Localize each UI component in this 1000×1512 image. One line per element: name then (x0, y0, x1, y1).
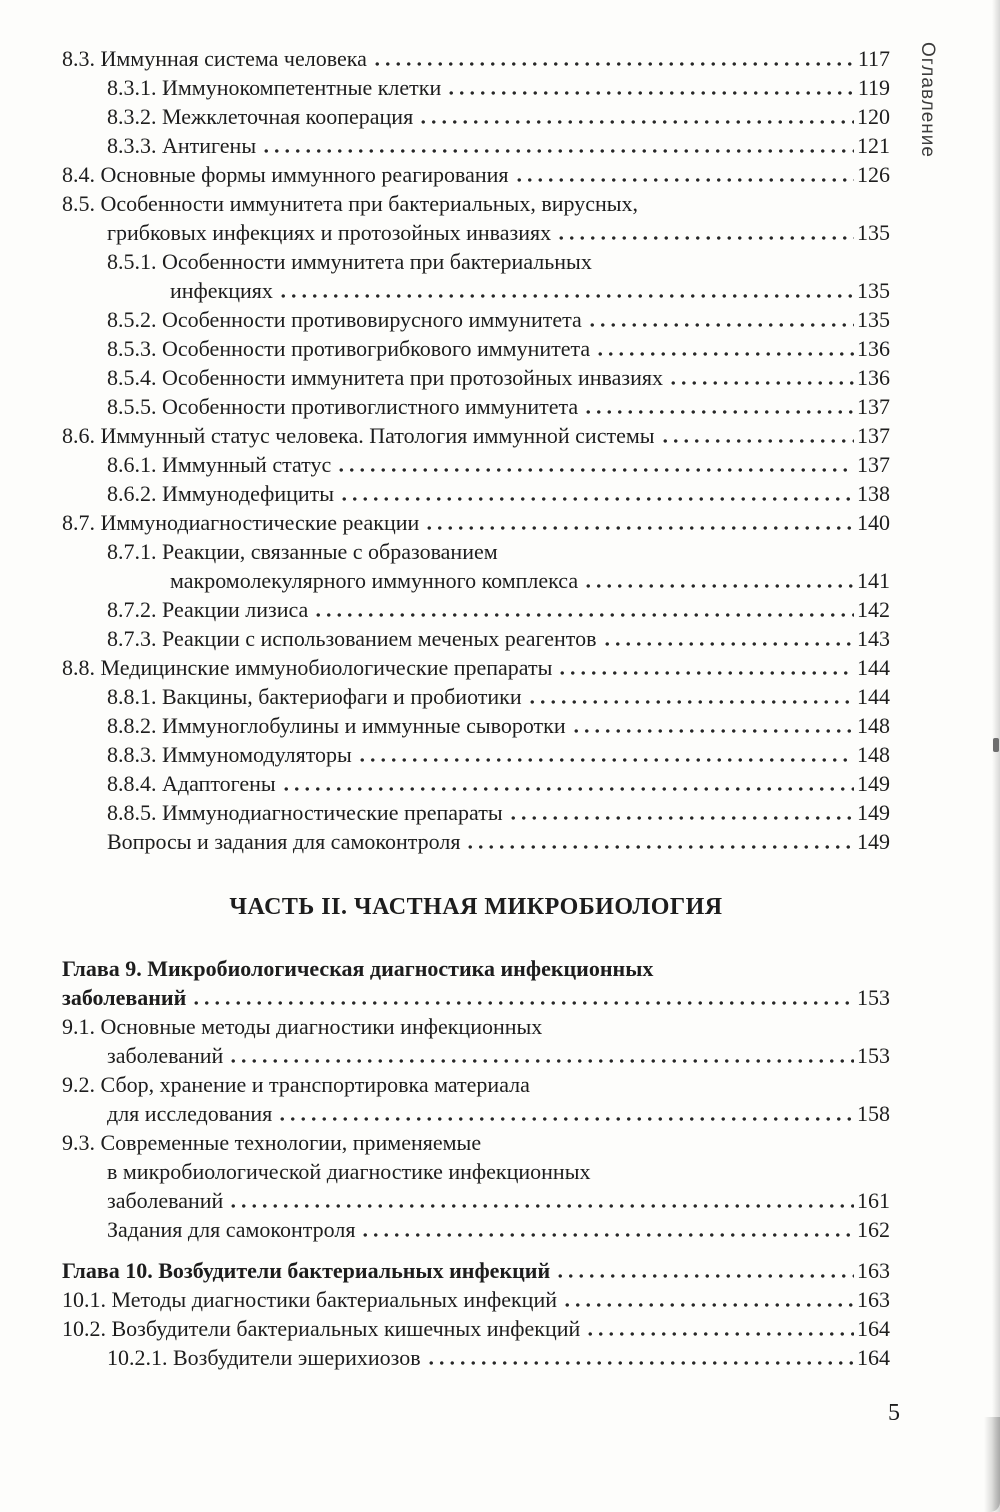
toc-page-number: 137 (857, 452, 890, 477)
toc-page-number: 142 (857, 597, 890, 622)
toc-page-number: 137 (857, 394, 890, 419)
toc-line (107, 827, 890, 856)
toc-entry-text: 8.3.1. Иммунокомпетентные клетки (107, 75, 442, 100)
toc-line (62, 160, 890, 189)
toc-entry-text: 8.8.1. Вакцины, бактериофаги и пробиотики (107, 684, 522, 709)
toc-entry-text: 9.1. Основные методы диагностики инфекционных (62, 1014, 543, 1039)
leader-dots (583, 566, 854, 595)
toc-entry-text: макромолекулярного иммунного комплекса (170, 568, 579, 593)
toc-line (62, 1070, 890, 1099)
toc-line (62, 1012, 890, 1041)
toc-page-number: 135 (857, 278, 890, 303)
toc-page-number: 138 (857, 481, 890, 506)
toc-page-number: 149 (857, 829, 890, 854)
toc-page-number: 140 (857, 510, 890, 535)
toc-line (107, 769, 890, 798)
toc-entry-text: 10.2. Возбудители бактериальных кишечных инфекций (62, 1316, 581, 1341)
toc-entry-text: 8.8.2. Иммуноглобулины и иммунные сыворотки (107, 713, 566, 738)
leader-dots (261, 131, 854, 160)
part-heading: ЧАСТЬ II. ЧАСТНАЯ МИКРОБИОЛОГИЯ (229, 894, 723, 920)
toc-entry-text: 8.7.3. Реакции с использованием меченых реагентов (107, 626, 597, 651)
toc-line (62, 1256, 890, 1285)
toc-line (107, 798, 890, 827)
leader-dots (339, 479, 854, 508)
toc-line (62, 44, 890, 73)
toc-entry-text: 10.1. Методы диагностики бактериальных инфекций (62, 1287, 557, 1312)
toc-entry-text: 9.3. Современные технологии, применяемые (62, 1130, 482, 1155)
toc-line (107, 624, 890, 653)
leader-dots (508, 798, 854, 827)
toc-line (62, 421, 890, 450)
toc-line (107, 479, 890, 508)
toc-page-number: 164 (857, 1316, 890, 1341)
leader-dots (514, 160, 854, 189)
leader-dots (426, 1343, 854, 1372)
leader-dots (360, 1215, 854, 1244)
leader-dots (357, 740, 854, 769)
toc-page-number: 153 (857, 985, 890, 1010)
toc-line (107, 334, 890, 363)
toc-entry-text: 8.6.2. Иммунодефициты (107, 481, 335, 506)
toc-page-number: 149 (857, 771, 890, 796)
toc-page-number: 136 (857, 365, 890, 390)
toc-line (62, 508, 890, 537)
toc-entry-text: 8.3.3. Антигены (107, 133, 257, 158)
toc-page-number: 162 (857, 1217, 890, 1242)
toc-line (107, 740, 890, 769)
toc-page-number: 135 (857, 307, 890, 332)
toc-entry-text: 8.5.2. Особенности противовирусного иммунитета (107, 307, 582, 332)
toc-page-number: 135 (857, 220, 890, 245)
toc-line (170, 276, 890, 305)
leader-dots (228, 1041, 854, 1070)
toc-entry-text: заболеваний (62, 985, 187, 1010)
toc-line (107, 1099, 890, 1128)
toc-entry-text: 8.5.3. Особенности противогрибкового иммунитета (107, 336, 591, 361)
toc-entry-text: для исследования (107, 1101, 273, 1126)
toc-page-number: 148 (857, 713, 890, 738)
leader-dots (602, 624, 854, 653)
leader-dots (583, 392, 854, 421)
toc-line (107, 102, 890, 131)
leader-dots (336, 450, 854, 479)
toc-line (107, 682, 890, 711)
toc-page-number: 158 (857, 1101, 890, 1126)
toc-entry-text: Задания для самоконтроля (107, 1217, 356, 1242)
toc-entry-text: Глава 10. Возбудители бактериальных инфекций (62, 1258, 551, 1283)
toc-page-number: 149 (857, 800, 890, 825)
toc-line (107, 218, 890, 247)
toc-line (62, 1285, 890, 1314)
toc-entry-text: 8.3. Иммунная система человека (62, 46, 367, 71)
toc-page-number: 143 (857, 626, 890, 651)
toc-line (107, 711, 890, 740)
leader-dots (228, 1186, 854, 1215)
toc-entry-text: заболеваний (107, 1043, 224, 1068)
toc-entry-text: инфекциях (170, 278, 273, 303)
toc-entry-text: 8.3.2. Межклеточная кооперация (107, 104, 414, 129)
toc-page-number: 163 (857, 1287, 890, 1312)
leader-dots (557, 653, 854, 682)
leader-dots (446, 73, 855, 102)
leader-dots (465, 827, 854, 856)
toc-page-number: 136 (857, 336, 890, 361)
leader-dots (424, 508, 854, 537)
toc-line (107, 392, 890, 421)
toc-line (62, 1314, 890, 1343)
toc-entry-text: Глава 9. Микробиологическая диагностика инфекционных (62, 956, 654, 981)
toc-line (107, 305, 890, 334)
toc-entry-text: 8.8.4. Адаптогены (107, 771, 276, 796)
toc-line (62, 983, 890, 1012)
toc-entry-text: Вопросы и задания для самоконтроля (107, 829, 461, 854)
toc-page-number: 117 (857, 46, 890, 71)
toc-line (107, 73, 890, 102)
leader-dots (278, 276, 854, 305)
toc-entry-text: 8.7.2. Реакции лизиса (107, 597, 309, 622)
leader-dots (418, 102, 854, 131)
toc-line (107, 363, 890, 392)
leader-dots (595, 334, 854, 363)
toc-page-number: 161 (857, 1188, 890, 1213)
toc-line (62, 1128, 890, 1157)
toc-entry-text: 8.8.3. Иммуномодуляторы (107, 742, 352, 767)
toc-line (107, 131, 890, 160)
toc-page-number: 163 (857, 1258, 890, 1283)
leader-dots (562, 1285, 854, 1314)
toc-page-number: 137 (857, 423, 890, 448)
toc-entry-text: в микробиологической диагностике инфекционных (107, 1159, 591, 1184)
leader-dots (556, 218, 854, 247)
toc-entry-text: 8.7.1. Реакции, связанные с образованием (107, 539, 498, 564)
toc-line (62, 189, 890, 218)
toc-entry-text: заболеваний (107, 1188, 224, 1213)
toc-entry-text: 10.2.1. Возбудители эшерихиозов (107, 1345, 421, 1370)
toc-line (107, 595, 890, 624)
toc-page-number: 153 (857, 1043, 890, 1068)
page-number: 5 (888, 1400, 900, 1426)
toc-line (107, 1215, 890, 1244)
toc-page-number: 141 (857, 568, 890, 593)
toc-line (107, 537, 890, 566)
toc-entry-text: 8.8. Медицинские иммунобиологические препараты (62, 655, 553, 680)
toc-entry-text: 8.6.1. Иммунный статус (107, 452, 332, 477)
toc-entry-text: 8.5.4. Особенности иммунитета при протозойных инвазиях (107, 365, 663, 390)
toc-entry-text: 8.5.1. Особенности иммунитета при бактериальных (107, 249, 592, 274)
toc-page-number: 120 (857, 104, 890, 129)
toc-entry-text: 9.2. Сбор, хранение и транспортировка материала (62, 1072, 530, 1097)
toc-line (107, 247, 890, 276)
toc-line (170, 566, 890, 595)
vertical-running-title: Оглавление (917, 42, 938, 158)
toc-page-number: 121 (857, 133, 890, 158)
toc-line (107, 1186, 890, 1215)
toc-page-number: 144 (857, 655, 890, 680)
toc-page-number: 164 (857, 1345, 890, 1370)
leader-dots (313, 595, 854, 624)
toc-line (107, 1157, 890, 1186)
leader-dots (281, 769, 854, 798)
leader-dots (191, 983, 854, 1012)
toc-page-number: 144 (857, 684, 890, 709)
leader-dots (585, 1314, 854, 1343)
leader-dots (277, 1099, 854, 1128)
toc-entry-text: 8.5. Особенности иммунитета при бактериальных, вирусных, (62, 191, 639, 216)
leader-dots (555, 1256, 854, 1285)
toc-line (62, 653, 890, 682)
toc-entry-text: 8.4. Основные формы иммунного реагирования (62, 162, 509, 187)
toc-entry-text: 8.7. Иммунодиагностические реакции (62, 510, 420, 535)
leader-dots (571, 711, 854, 740)
toc-entry-text: 8.5.5. Особенности противоглистного иммунитета (107, 394, 579, 419)
leader-dots (660, 421, 854, 450)
leader-dots (372, 44, 855, 73)
leader-dots (668, 363, 854, 392)
toc-line (62, 954, 890, 983)
toc-page-number: 119 (857, 75, 890, 100)
leader-dots (527, 682, 854, 711)
toc-section-part1 (62, 44, 890, 856)
toc-line (107, 450, 890, 479)
toc-entry-text: 8.8.5. Иммунодиагностические препараты (107, 800, 503, 825)
toc-line (107, 1041, 890, 1070)
toc-page-number: 148 (857, 742, 890, 767)
leader-dots (587, 305, 854, 334)
toc-line (107, 1343, 890, 1372)
toc-page-number: 126 (857, 162, 890, 187)
toc-entry-text: 8.6. Иммунный статус человека. Патология иммунной системы (62, 423, 655, 448)
toc-section-part2 (62, 954, 890, 1372)
toc-entry-text: грибковых инфекциях и протозойных инвазиях (107, 220, 552, 245)
